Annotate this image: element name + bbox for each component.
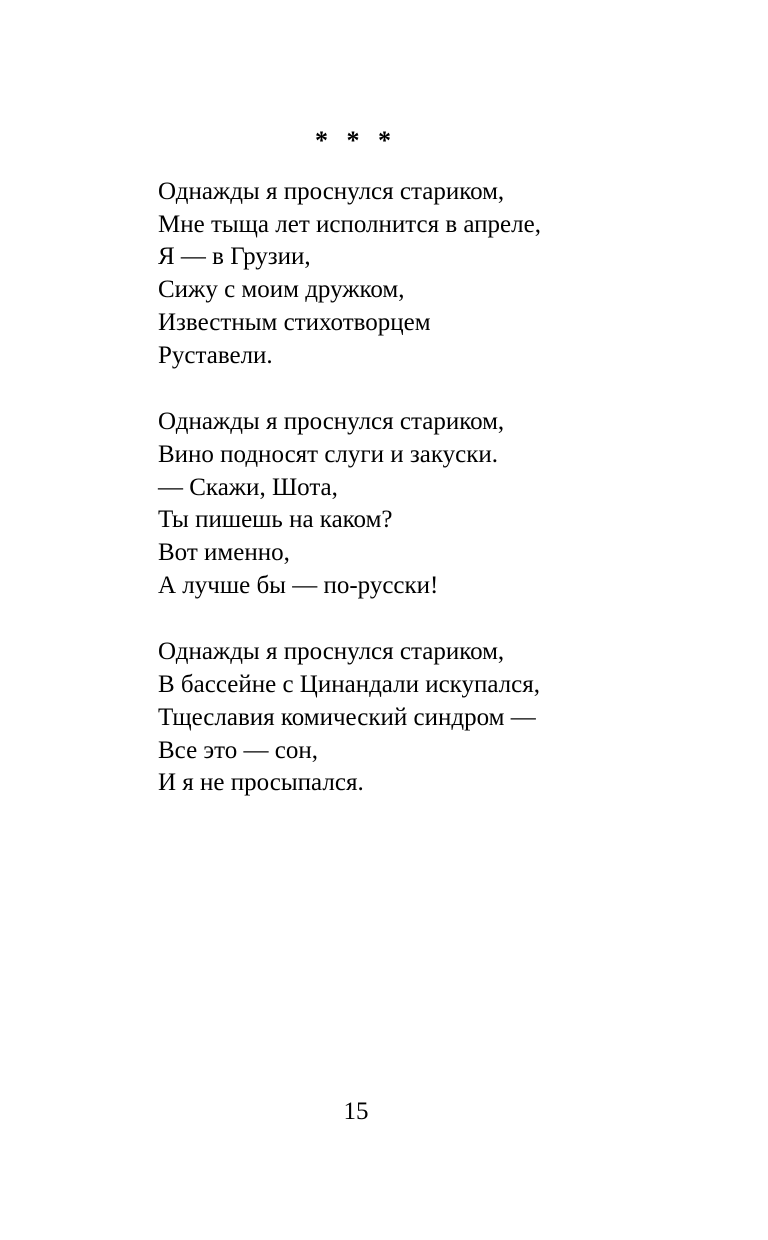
poem-line: Я — в Грузии, — [158, 243, 311, 271]
poem-line: А лучше бы — по-русски! — [158, 571, 439, 599]
poem-text — [158, 176, 698, 834]
poem-line: — Скажи, Шота, — [158, 473, 338, 501]
poem-line: Однажды я проснулся стариком, — [158, 178, 505, 205]
poem-line: Тщеславия комический синдром — — [158, 703, 536, 731]
poem-line: В бассейне с Цинандали искупался, — [158, 671, 540, 699]
poem-line: И я не просыпался. — [158, 769, 364, 797]
poem-line: Руставели. — [158, 341, 273, 369]
poem-line: Однажды я проснулся стариком, — [158, 408, 505, 436]
poem-line: Известным стихотворцем — [158, 308, 431, 336]
stanza — [158, 406, 698, 602]
poem-line: Мне тыща лет исполнится в апреле, — [158, 210, 541, 238]
poem-line: Вот именно, — [158, 539, 290, 567]
stanza — [158, 176, 698, 372]
poem-line: Сижу с моим дружком, — [158, 276, 405, 304]
poem-line: Ты пишешь на каком? — [158, 506, 393, 534]
asterism-divider: * * * — [315, 126, 397, 155]
poem-line: Вино подносят слуги и закуски. — [158, 440, 499, 468]
stanza — [158, 636, 698, 800]
poem-line: Все это — сон, — [158, 736, 318, 764]
poem-line: Однажды я проснулся стариком, — [158, 638, 505, 666]
page-number: 15 — [343, 1098, 369, 1125]
